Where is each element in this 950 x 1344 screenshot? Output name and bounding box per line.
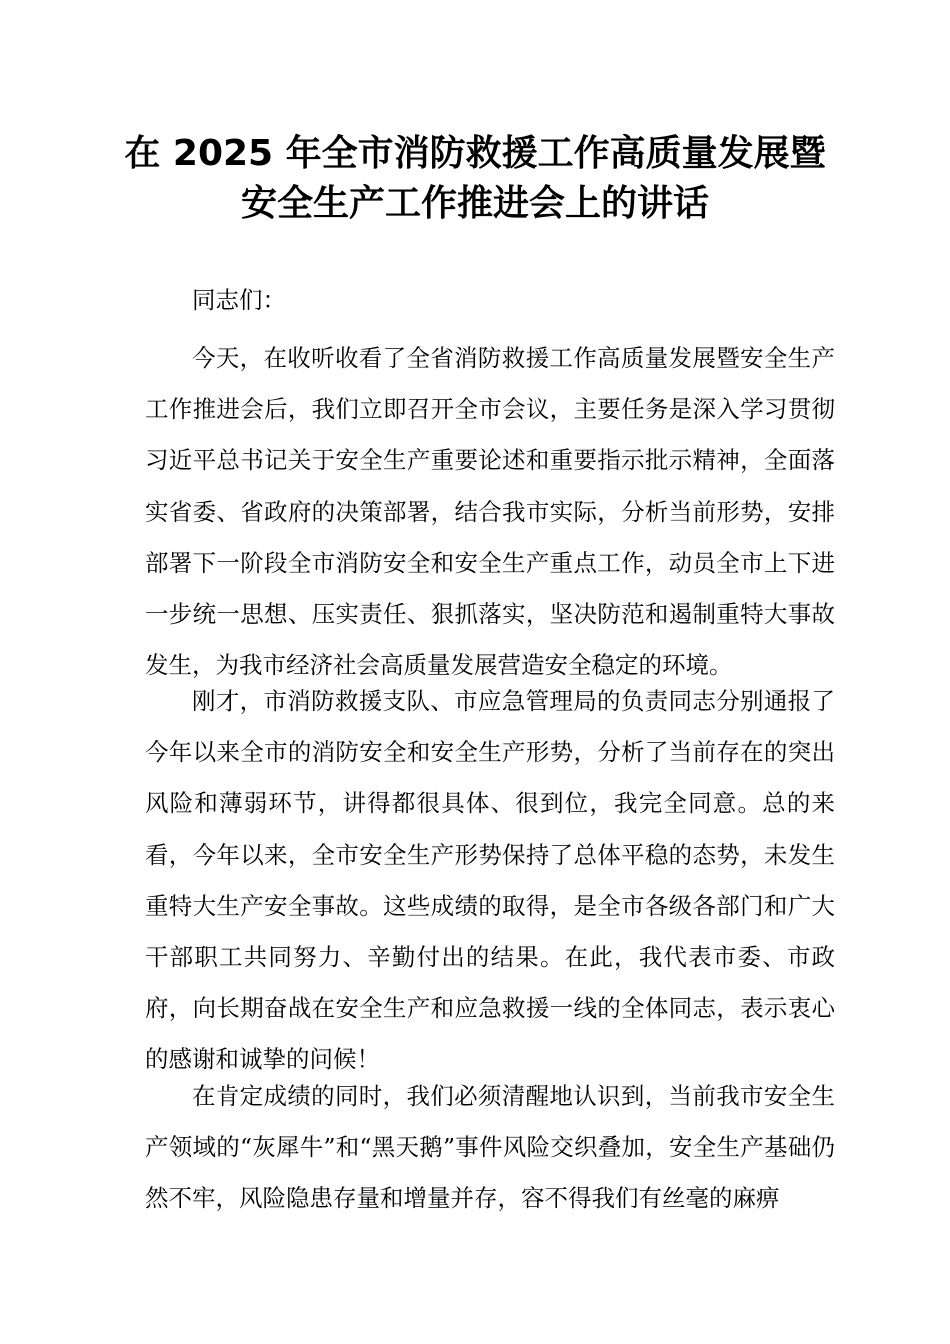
salutation: 同志们： (192, 286, 286, 314)
paragraph-1: 今天，在收听收看了全省消防救援工作高质量发展暨安全生产工作推进会后，我们立即召开全市会议，主要任务是深入学习贯彻习近平总书记关于安全生产重要论述和重要指示批示精神，全面落实省委、省政府的决策部署，结合我市实际，分析当前形势，安排部署下一阶段全市消防安全和安全生产重点工作，动员全市上下进一步统一思想、压实责任、狠抓落实，坚决防范和遏制重特大事故发生，为我市经济社会高质量发展营造安全稳定的环境。 (145, 344, 835, 680)
paragraph-3: 在肯定成绩的同时，我们必须清醒地认识到，当前我市安全生产领域的“灰犀牛”和“黑天鹅”事件风险交织叠加，安全生产基础仍然不牢，风险隐患存量和增量并存，容不得我们有丝毫的麻痹 (145, 1082, 835, 1213)
document-title-line-2: 安全生产工作推进会上的讲话 (240, 183, 709, 224)
document-title-line-1: 在 2025 年全市消防救援工作高质量发展暨 (124, 133, 826, 174)
paragraph-2: 刚才，市消防救援支队、市应急管理局的负责同志分别通报了今年以来全市的消防安全和安全生产形势，分析了当前存在的突出风险和薄弱环节，讲得都很具体、很到位，我完全同意。总的来看，今年以来，全市安全生产形势保持了总体平稳的态势，未发生重特大生产安全事故。这些成绩的取得，是全市各级各部门和广大干部职工共同努力、辛勤付出的结果。在此，我代表市委、市政府，向长期奋战在安全生产和应急救援一线的全体同志，表示衷心的感谢和诚挚的问候！ (145, 687, 835, 1074)
